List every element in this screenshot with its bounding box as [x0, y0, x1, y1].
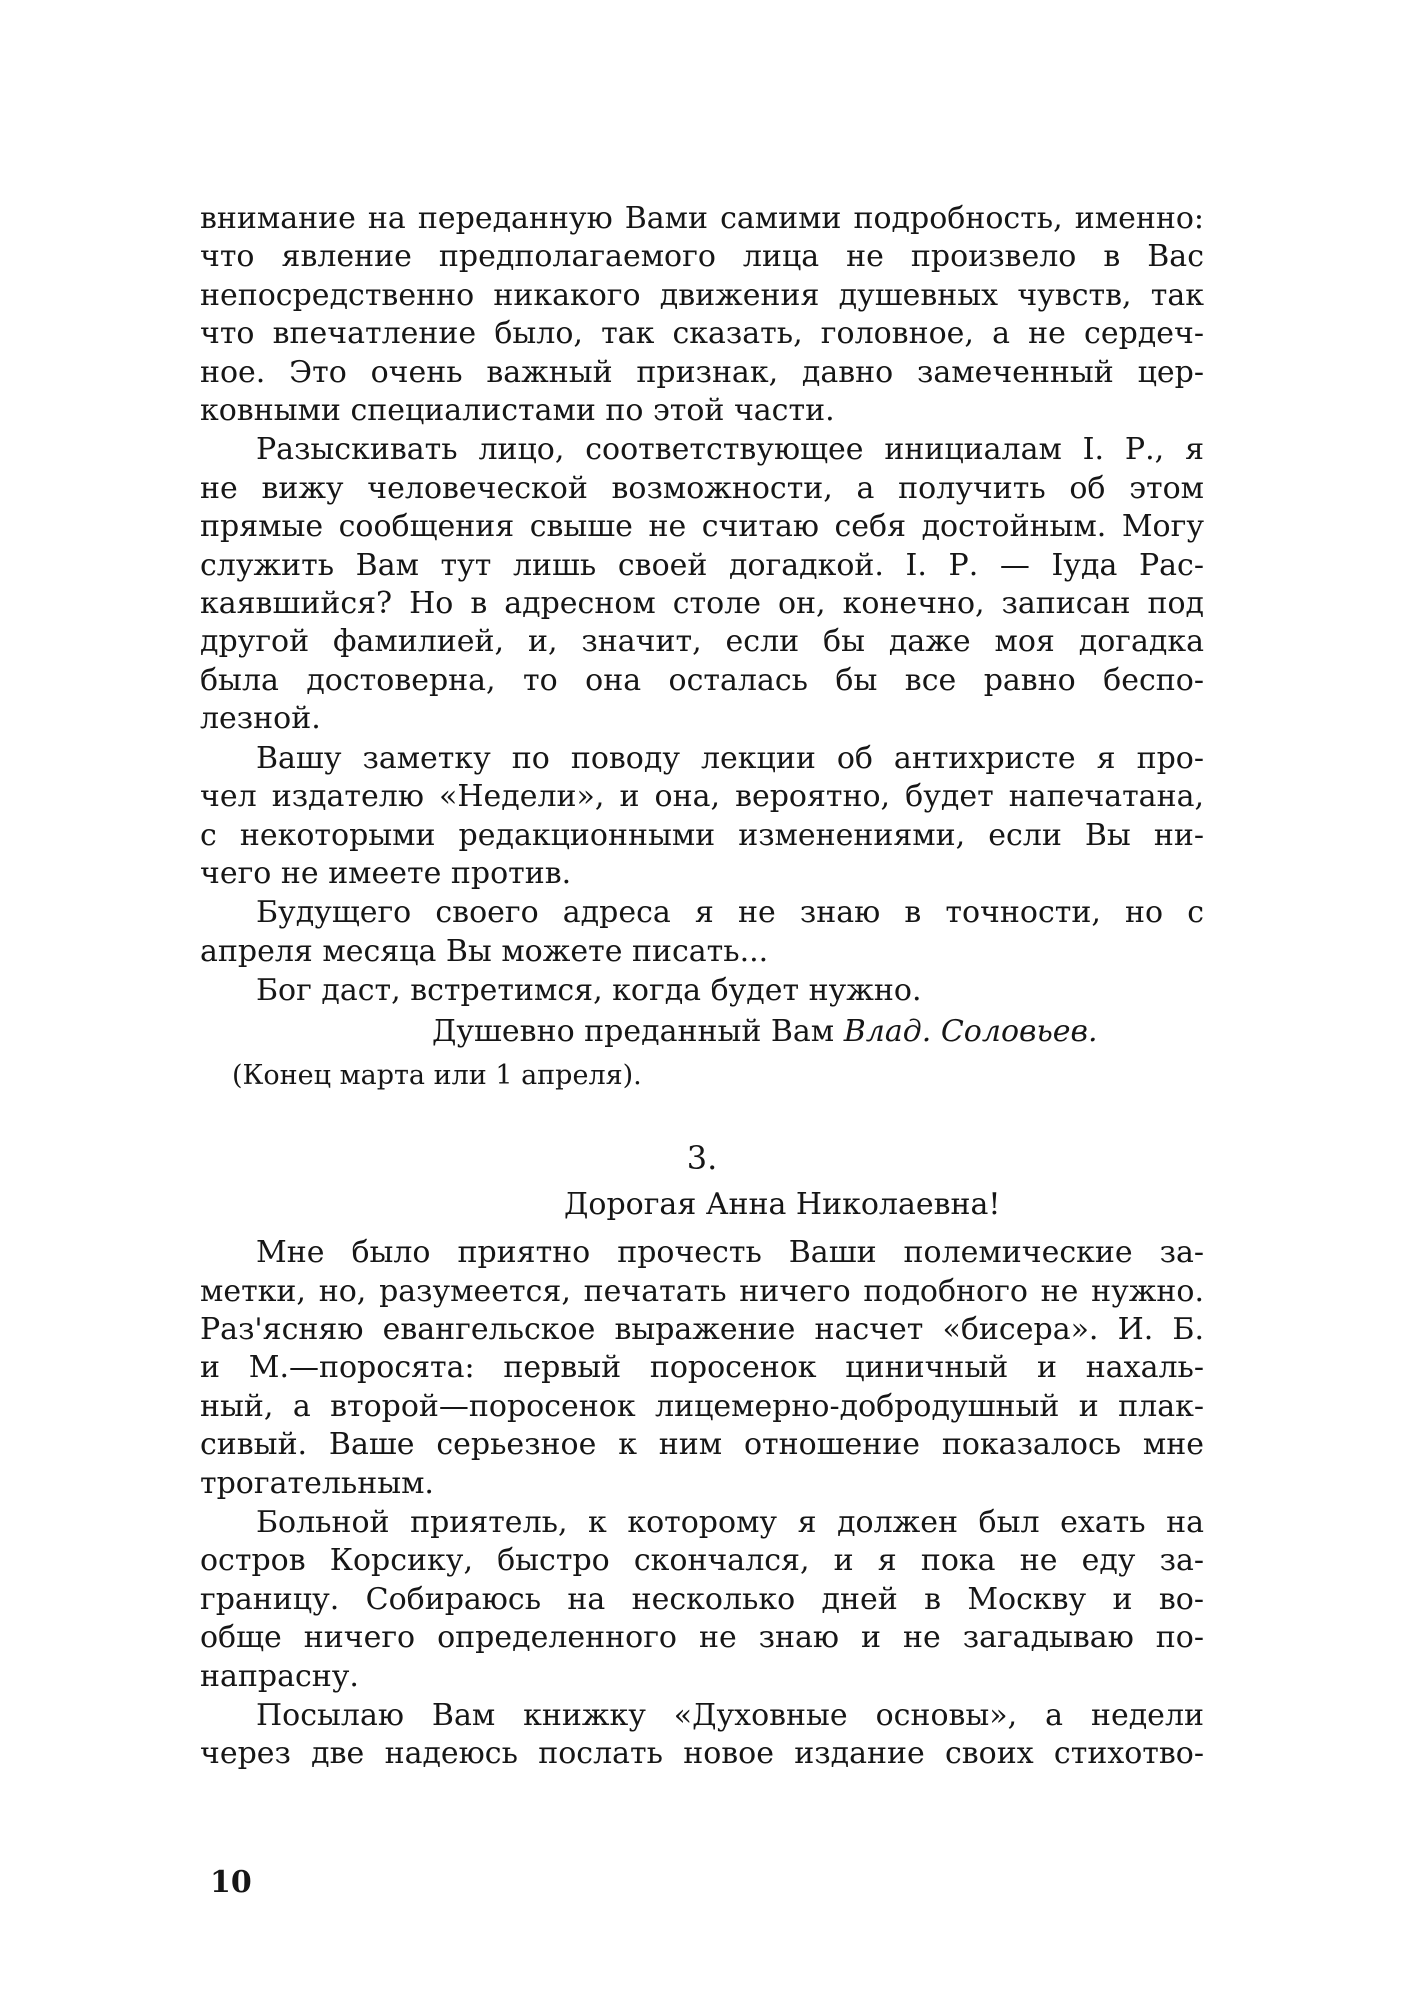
- text-line: непосредственно никакого движения душевных чувств, так: [200, 277, 1204, 313]
- text-line: Вашу заметку по поводу лекции об антихристе я про-: [256, 740, 1204, 776]
- letter2-paragraph-3: [200, 740, 1204, 894]
- letter-date: (Конец марта или 1 апреля).: [232, 1059, 642, 1091]
- page-number: 10: [210, 1865, 252, 1900]
- letter2-paragraph-1: [200, 200, 1204, 430]
- text-line: была достоверна, то она осталась бы все равно беспо-: [200, 662, 1204, 698]
- text-line: внимание на переданную Вами самими подробность, именно:: [200, 201, 1204, 236]
- text-line: ный, а второй—поросенок лицемерно-добродушный и плак-: [200, 1388, 1204, 1424]
- text-line: что впечатление было, так сказать, головное, а не сердеч-: [200, 316, 1204, 352]
- letter3-paragraph-1: [200, 1234, 1204, 1503]
- text-line: Больной приятель, к которому я должен был ехать на: [256, 1505, 1204, 1540]
- text-line: Бог даст, встретимся, когда будет нужно.: [256, 973, 922, 1009]
- text-line: Посылаю Вам книжку «Духовные основы», а недели: [256, 1698, 1204, 1734]
- letter2-paragraph-4: [200, 894, 1204, 971]
- text-line: сивый. Ваше серьезное к ним отношение показалось мне: [200, 1427, 1204, 1463]
- letter3-paragraph-3: [200, 1697, 1204, 1774]
- page-body: [200, 200, 1204, 1775]
- text-line: метки, но, разумеется, печатать ничего подобного не нужно.: [200, 1273, 1204, 1309]
- text-line: остров Корсику, быстро скончался, и я пока не еду за-: [200, 1543, 1204, 1579]
- signature-prefix: Душевно преданный Вам: [432, 1013, 835, 1049]
- signature: [200, 1013, 1204, 1051]
- text-line: трогательным.: [200, 1465, 434, 1501]
- text-line: чего не имеете против.: [200, 855, 572, 891]
- text-line: служить Вам тут лишь своей догадкой. І. Р. — Іуда Рас-: [200, 547, 1204, 583]
- text-line: Разыскивать лицо, соответствующее инициалам І. Р., я: [256, 432, 1204, 468]
- text-line: апреля месяца Вы можете писать...: [200, 933, 769, 969]
- letter3-paragraph-2: [200, 1504, 1204, 1696]
- text-line: чел издателю «Недели», и она, вероятно, будет напечатана,: [200, 779, 1204, 815]
- text-line: ное. Это очень важный признак, давно замеченный цер-: [200, 354, 1204, 390]
- text-line: прямые сообщения свыше не считаю себя достойным. Могу: [200, 509, 1204, 545]
- salutation: Дорогая Анна Николаевна!: [564, 1186, 1001, 1222]
- text-line: обще ничего определенного не знаю и не загадываю по-: [200, 1620, 1204, 1656]
- letter2-paragraph-2: [200, 431, 1204, 738]
- text-line: и М.—поросята: первый поросенок циничный и нахаль-: [200, 1350, 1204, 1386]
- letter-number: 3.: [686, 1139, 718, 1178]
- text-line: что явление предполагаемого лица не произвело в Вас: [200, 239, 1204, 275]
- text-line: другой фамилией, и, значит, если бы даже моя догадка: [200, 624, 1204, 660]
- text-line: Раз'ясняю евангельское выражение насчет «бисера». И. Б.: [200, 1311, 1204, 1347]
- text-line: Будущего своего адреса я не знаю в точности, но с: [256, 895, 1204, 931]
- text-line: границу. Собираюсь на несколько дней в Москву и во-: [200, 1581, 1204, 1617]
- text-line: через две надеюсь послать новое издание своих стихотво-: [200, 1736, 1204, 1772]
- text-line: Мне было приятно прочесть Ваши полемические за-: [256, 1235, 1204, 1271]
- text-line: не вижу человеческой возможности, а получить об этом: [200, 470, 1204, 506]
- signature-name: Влад. Соловьев.: [843, 1013, 1098, 1049]
- text-line: каявшийся? Но в адресном столе он, конечно, записан под: [200, 586, 1204, 622]
- text-line: лезной.: [200, 701, 321, 737]
- text-line: ковными специалистами по этой части.: [200, 393, 835, 429]
- letter2-paragraph-5: [200, 972, 1204, 1010]
- text-line: с некоторыми редакционными изменениями, если Вы ни-: [200, 817, 1204, 853]
- text-line: напрасну.: [200, 1658, 359, 1694]
